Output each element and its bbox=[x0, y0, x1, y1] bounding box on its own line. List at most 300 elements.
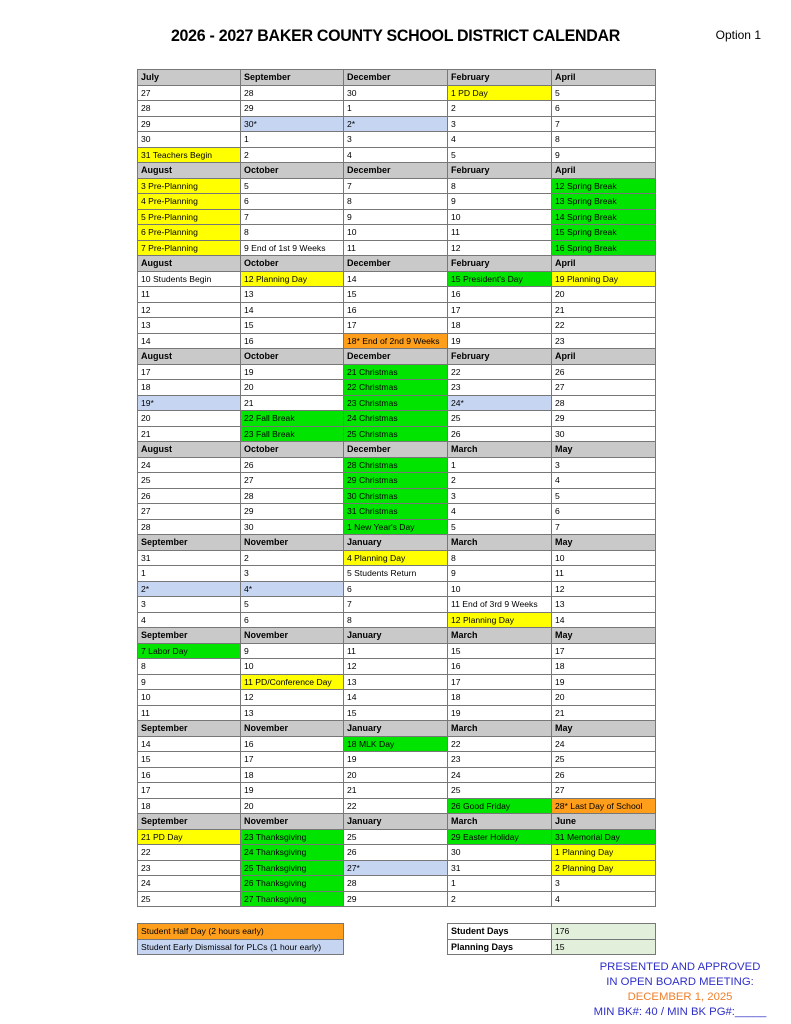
day-cell: 31 bbox=[448, 860, 552, 876]
month-header-row bbox=[138, 535, 656, 551]
day-cell: 7 bbox=[552, 116, 656, 132]
day-cell: 2* bbox=[344, 116, 448, 132]
day-cell: 1 New Year's Day bbox=[344, 519, 448, 535]
day-cell: 30 bbox=[241, 519, 344, 535]
day-cell: 25 bbox=[552, 752, 656, 768]
calendar-row bbox=[138, 147, 656, 163]
day-cell: 17 bbox=[448, 674, 552, 690]
calendar-row bbox=[138, 380, 656, 396]
day-cell: 5 bbox=[552, 85, 656, 101]
day-cell: 15 bbox=[138, 752, 241, 768]
day-cell: 30 bbox=[138, 132, 241, 148]
planning-days-value: 15 bbox=[552, 939, 656, 955]
day-cell: 27 bbox=[552, 380, 656, 396]
day-cell: 3 bbox=[552, 876, 656, 892]
day-cell: 10 bbox=[344, 225, 448, 241]
legend-row-half-day bbox=[138, 924, 656, 940]
day-cell: 30 bbox=[344, 85, 448, 101]
month-header: May bbox=[552, 442, 656, 458]
day-cell: 13 bbox=[138, 318, 241, 334]
calendar-row bbox=[138, 85, 656, 101]
day-cell: 31 Memorial Day bbox=[552, 829, 656, 845]
day-cell: 5 bbox=[448, 519, 552, 535]
day-cell: 25 bbox=[448, 411, 552, 427]
day-cell: 7 bbox=[552, 519, 656, 535]
day-cell: 24 bbox=[448, 767, 552, 783]
day-cell: 11 bbox=[448, 225, 552, 241]
day-cell: 18 bbox=[138, 798, 241, 814]
month-header-row bbox=[138, 256, 656, 272]
month-header: October bbox=[241, 442, 344, 458]
day-cell: 9 bbox=[552, 147, 656, 163]
calendar-row bbox=[138, 194, 656, 210]
month-header: August bbox=[138, 163, 241, 179]
day-cell: 8 bbox=[344, 194, 448, 210]
day-cell: 4 bbox=[552, 473, 656, 489]
day-cell: 16 bbox=[344, 302, 448, 318]
day-cell: 24 bbox=[138, 876, 241, 892]
day-cell: 5 bbox=[241, 178, 344, 194]
day-cell: 4 Pre-Planning bbox=[138, 194, 241, 210]
day-cell: 9 bbox=[448, 566, 552, 582]
day-cell: 27* bbox=[344, 860, 448, 876]
day-cell: 8 bbox=[552, 132, 656, 148]
day-cell: 10 bbox=[241, 659, 344, 675]
day-cell: 7 Pre-Planning bbox=[138, 240, 241, 256]
planning-days-label: Planning Days bbox=[448, 939, 552, 955]
day-cell: 23 Fall Break bbox=[241, 426, 344, 442]
day-cell: 8 bbox=[448, 550, 552, 566]
month-header: May bbox=[552, 721, 656, 737]
month-header: November bbox=[241, 535, 344, 551]
month-header: April bbox=[552, 70, 656, 86]
day-cell: 23 Thanksgiving bbox=[241, 829, 344, 845]
day-cell: 26 bbox=[552, 364, 656, 380]
calendar-row bbox=[138, 690, 656, 706]
day-cell: 31 Christmas bbox=[344, 504, 448, 520]
month-header: April bbox=[552, 163, 656, 179]
day-cell: 28 bbox=[241, 488, 344, 504]
month-header: March bbox=[448, 442, 552, 458]
day-cell: 26 Good Friday bbox=[448, 798, 552, 814]
calendar-row bbox=[138, 876, 656, 892]
day-cell: 19 bbox=[241, 783, 344, 799]
day-cell: 2 bbox=[241, 550, 344, 566]
day-cell: 14 bbox=[344, 271, 448, 287]
month-header: December bbox=[344, 256, 448, 272]
day-cell: 27 Thanksgiving bbox=[241, 891, 344, 907]
month-header: February bbox=[448, 256, 552, 272]
day-cell: 17 bbox=[241, 752, 344, 768]
month-header-row bbox=[138, 721, 656, 737]
month-header: October bbox=[241, 163, 344, 179]
day-cell: 17 bbox=[138, 364, 241, 380]
day-cell: 3 bbox=[138, 597, 241, 613]
calendar-row bbox=[138, 566, 656, 582]
month-header: March bbox=[448, 628, 552, 644]
day-cell: 2* bbox=[138, 581, 241, 597]
calendar-row bbox=[138, 519, 656, 535]
day-cell: 17 bbox=[552, 643, 656, 659]
month-header: August bbox=[138, 349, 241, 365]
legend-spacer bbox=[344, 939, 448, 955]
day-cell: 18 MLK Day bbox=[344, 736, 448, 752]
day-cell: 11 PD/Conference Day bbox=[241, 674, 344, 690]
month-header: September bbox=[241, 70, 344, 86]
day-cell: 9 bbox=[448, 194, 552, 210]
calendar-row bbox=[138, 798, 656, 814]
day-cell: 19 bbox=[448, 333, 552, 349]
day-cell: 6 bbox=[241, 194, 344, 210]
day-cell: 5 bbox=[241, 597, 344, 613]
option-label: Option 1 bbox=[715, 28, 761, 42]
calendar-row bbox=[138, 101, 656, 117]
day-cell: 3 bbox=[344, 132, 448, 148]
month-header: November bbox=[241, 814, 344, 830]
day-cell: 3 bbox=[448, 116, 552, 132]
day-cell: 26 bbox=[448, 426, 552, 442]
day-cell: 7 Labor Day bbox=[138, 643, 241, 659]
day-cell: 23 bbox=[448, 380, 552, 396]
day-cell: 28 bbox=[138, 101, 241, 117]
calendar-row bbox=[138, 597, 656, 613]
day-cell: 22 bbox=[448, 736, 552, 752]
day-cell: 14 bbox=[344, 690, 448, 706]
day-cell: 14 bbox=[138, 333, 241, 349]
day-cell: 12 bbox=[344, 659, 448, 675]
student-days-label: Student Days bbox=[448, 924, 552, 940]
calendar-row bbox=[138, 705, 656, 721]
day-cell: 19 Planning Day bbox=[552, 271, 656, 287]
calendar-row bbox=[138, 318, 656, 334]
calendar-row bbox=[138, 783, 656, 799]
month-header-row bbox=[138, 628, 656, 644]
day-cell: 4 bbox=[138, 612, 241, 628]
month-header: September bbox=[138, 814, 241, 830]
day-cell: 22 bbox=[138, 845, 241, 861]
day-cell: 18 bbox=[552, 659, 656, 675]
month-header: May bbox=[552, 628, 656, 644]
calendar-row bbox=[138, 225, 656, 241]
legend-table bbox=[137, 923, 656, 955]
day-cell: 10 bbox=[552, 550, 656, 566]
month-header: May bbox=[552, 535, 656, 551]
calendar-row bbox=[138, 829, 656, 845]
day-cell: 29 bbox=[552, 411, 656, 427]
day-cell: 25 bbox=[448, 783, 552, 799]
calendar-row bbox=[138, 411, 656, 427]
month-header: March bbox=[448, 721, 552, 737]
calendar-row bbox=[138, 643, 656, 659]
day-cell: 4 bbox=[448, 132, 552, 148]
day-cell: 20 bbox=[241, 798, 344, 814]
month-header: December bbox=[344, 70, 448, 86]
month-header-row bbox=[138, 70, 656, 86]
day-cell: 22 bbox=[344, 798, 448, 814]
day-cell: 22 bbox=[448, 364, 552, 380]
calendar-row bbox=[138, 287, 656, 303]
day-cell: 29 bbox=[344, 891, 448, 907]
day-cell: 10 bbox=[448, 209, 552, 225]
day-cell: 18 bbox=[241, 767, 344, 783]
month-header: March bbox=[448, 814, 552, 830]
day-cell: 26 bbox=[241, 457, 344, 473]
student-days-value: 176 bbox=[552, 924, 656, 940]
day-cell: 19 bbox=[448, 705, 552, 721]
day-cell: 7 bbox=[344, 597, 448, 613]
day-cell: 22 Christmas bbox=[344, 380, 448, 396]
day-cell: 16 Spring Break bbox=[552, 240, 656, 256]
month-header: April bbox=[552, 349, 656, 365]
day-cell: 24 bbox=[138, 457, 241, 473]
day-cell: 3 bbox=[448, 488, 552, 504]
calendar-row bbox=[138, 271, 656, 287]
day-cell: 21 bbox=[552, 302, 656, 318]
legend-spacer bbox=[344, 924, 448, 940]
day-cell: 27 bbox=[138, 504, 241, 520]
calendar-row bbox=[138, 473, 656, 489]
calendar-table bbox=[137, 69, 656, 907]
day-cell: 17 bbox=[344, 318, 448, 334]
month-header: February bbox=[448, 163, 552, 179]
day-cell: 29 bbox=[241, 504, 344, 520]
calendar-body bbox=[138, 70, 656, 907]
day-cell: 23 Christmas bbox=[344, 395, 448, 411]
day-cell: 20 bbox=[344, 767, 448, 783]
day-cell: 18* End of 2nd 9 Weeks bbox=[344, 333, 448, 349]
day-cell: 28 bbox=[344, 876, 448, 892]
day-cell: 21 PD Day bbox=[138, 829, 241, 845]
day-cell: 2 bbox=[448, 891, 552, 907]
calendar-row bbox=[138, 364, 656, 380]
calendar-row bbox=[138, 426, 656, 442]
month-header: December bbox=[344, 163, 448, 179]
day-cell: 25 bbox=[138, 473, 241, 489]
day-cell: 1 Planning Day bbox=[552, 845, 656, 861]
month-header: July bbox=[138, 70, 241, 86]
day-cell: 13 bbox=[241, 705, 344, 721]
day-cell: 7 bbox=[344, 178, 448, 194]
day-cell: 14 bbox=[552, 612, 656, 628]
day-cell: 17 bbox=[448, 302, 552, 318]
day-cell: 29 Easter Holiday bbox=[448, 829, 552, 845]
day-cell: 11 bbox=[552, 566, 656, 582]
month-header: February bbox=[448, 349, 552, 365]
day-cell: 9 bbox=[241, 643, 344, 659]
calendar-row bbox=[138, 860, 656, 876]
month-header-row bbox=[138, 163, 656, 179]
day-cell: 25 bbox=[344, 829, 448, 845]
day-cell: 12 bbox=[552, 581, 656, 597]
calendar-row bbox=[138, 891, 656, 907]
day-cell: 23 bbox=[552, 333, 656, 349]
day-cell: 8 bbox=[138, 659, 241, 675]
day-cell: 21 bbox=[552, 705, 656, 721]
day-cell: 30 Christmas bbox=[344, 488, 448, 504]
calendar-row bbox=[138, 845, 656, 861]
calendar-row bbox=[138, 302, 656, 318]
day-cell: 10 bbox=[448, 581, 552, 597]
calendar-row bbox=[138, 209, 656, 225]
day-cell: 19 bbox=[552, 674, 656, 690]
month-header: January bbox=[344, 814, 448, 830]
calendar-row bbox=[138, 395, 656, 411]
day-cell: 15 Spring Break bbox=[552, 225, 656, 241]
month-header: June bbox=[552, 814, 656, 830]
day-cell: 1 bbox=[448, 457, 552, 473]
day-cell: 16 bbox=[448, 659, 552, 675]
day-cell: 6 Pre-Planning bbox=[138, 225, 241, 241]
day-cell: 1 PD Day bbox=[448, 85, 552, 101]
calendar-row bbox=[138, 767, 656, 783]
day-cell: 4 Planning Day bbox=[344, 550, 448, 566]
day-cell: 2 bbox=[448, 101, 552, 117]
day-cell: 22 bbox=[552, 318, 656, 334]
calendar-row bbox=[138, 504, 656, 520]
calendar-row bbox=[138, 488, 656, 504]
day-cell: 21 bbox=[241, 395, 344, 411]
day-cell: 13 bbox=[552, 597, 656, 613]
day-cell: 31 bbox=[138, 550, 241, 566]
day-cell: 24 Christmas bbox=[344, 411, 448, 427]
month-header: December bbox=[344, 349, 448, 365]
day-cell: 8 bbox=[448, 178, 552, 194]
month-header-row bbox=[138, 442, 656, 458]
day-cell: 21 bbox=[138, 426, 241, 442]
day-cell: 11 End of 3rd 9 Weeks bbox=[448, 597, 552, 613]
day-cell: 18 bbox=[448, 318, 552, 334]
day-cell: 4* bbox=[241, 581, 344, 597]
day-cell: 16 bbox=[241, 333, 344, 349]
day-cell: 24 Thanksgiving bbox=[241, 845, 344, 861]
day-cell: 14 Spring Break bbox=[552, 209, 656, 225]
day-cell: 3 bbox=[241, 566, 344, 582]
day-cell: 28* Last Day of School bbox=[552, 798, 656, 814]
month-header-row bbox=[138, 814, 656, 830]
early-dismissal-legend: Student Early Dismissal for PLCs (1 hour early) bbox=[138, 939, 344, 955]
day-cell: 30 bbox=[448, 845, 552, 861]
day-cell: 6 bbox=[241, 612, 344, 628]
day-cell: 1 bbox=[344, 101, 448, 117]
month-header: January bbox=[344, 535, 448, 551]
month-header: April bbox=[552, 256, 656, 272]
calendar-row bbox=[138, 116, 656, 132]
month-header: September bbox=[138, 535, 241, 551]
day-cell: 27 bbox=[138, 85, 241, 101]
month-header: December bbox=[344, 442, 448, 458]
day-cell: 28 bbox=[138, 519, 241, 535]
day-cell: 4 bbox=[552, 891, 656, 907]
day-cell: 23 bbox=[138, 860, 241, 876]
day-cell: 11 bbox=[344, 240, 448, 256]
day-cell: 11 bbox=[138, 287, 241, 303]
day-cell: 1 bbox=[448, 876, 552, 892]
day-cell: 20 bbox=[552, 690, 656, 706]
day-cell: 1 bbox=[138, 566, 241, 582]
approval-note bbox=[580, 960, 780, 1020]
month-header: October bbox=[241, 256, 344, 272]
day-cell: 20 bbox=[552, 287, 656, 303]
calendar-row bbox=[138, 581, 656, 597]
calendar-row bbox=[138, 550, 656, 566]
day-cell: 6 bbox=[552, 504, 656, 520]
day-cell: 7 bbox=[241, 209, 344, 225]
calendar-row bbox=[138, 132, 656, 148]
day-cell: 8 bbox=[344, 612, 448, 628]
day-cell: 23 bbox=[448, 752, 552, 768]
page-title: 2026 - 2027 BAKER COUNTY SCHOOL DISTRICT CALENDAR bbox=[170, 26, 621, 45]
day-cell: 9 End of 1st 9 Weeks bbox=[241, 240, 344, 256]
approval-date: DECEMBER 1, 2025 bbox=[627, 991, 733, 1003]
day-cell: 16 bbox=[138, 767, 241, 783]
day-cell: 6 bbox=[344, 581, 448, 597]
day-cell: 12 Planning Day bbox=[448, 612, 552, 628]
day-cell: 14 bbox=[138, 736, 241, 752]
day-cell: 5 bbox=[552, 488, 656, 504]
day-cell: 15 President's Day bbox=[448, 271, 552, 287]
calendar-row bbox=[138, 333, 656, 349]
calendar-row bbox=[138, 612, 656, 628]
day-cell: 6 bbox=[552, 101, 656, 117]
month-header: August bbox=[138, 256, 241, 272]
day-cell: 24* bbox=[448, 395, 552, 411]
day-cell: 21 Christmas bbox=[344, 364, 448, 380]
day-cell: 16 bbox=[241, 736, 344, 752]
day-cell: 26 bbox=[344, 845, 448, 861]
day-cell: 26 Thanksgiving bbox=[241, 876, 344, 892]
day-cell: 4 bbox=[448, 504, 552, 520]
day-cell: 15 bbox=[344, 705, 448, 721]
day-cell: 28 bbox=[241, 85, 344, 101]
day-cell: 8 bbox=[241, 225, 344, 241]
calendar-row bbox=[138, 240, 656, 256]
calendar-row bbox=[138, 659, 656, 675]
day-cell: 3 Pre-Planning bbox=[138, 178, 241, 194]
calendar-row bbox=[138, 178, 656, 194]
day-cell: 20 bbox=[241, 380, 344, 396]
day-cell: 22 Fall Break bbox=[241, 411, 344, 427]
calendar-row bbox=[138, 736, 656, 752]
day-cell: 25 Christmas bbox=[344, 426, 448, 442]
month-header: September bbox=[138, 721, 241, 737]
day-cell: 12 Spring Break bbox=[552, 178, 656, 194]
day-cell: 12 bbox=[448, 240, 552, 256]
legend-row-early-dismissal bbox=[138, 939, 656, 955]
month-header: August bbox=[138, 442, 241, 458]
day-cell: 28 bbox=[552, 395, 656, 411]
month-header: January bbox=[344, 721, 448, 737]
month-header: February bbox=[448, 70, 552, 86]
day-cell: 4 bbox=[344, 147, 448, 163]
month-header: October bbox=[241, 349, 344, 365]
month-header: March bbox=[448, 535, 552, 551]
day-cell: 19 bbox=[241, 364, 344, 380]
day-cell: 3 bbox=[552, 457, 656, 473]
month-header: September bbox=[138, 628, 241, 644]
day-cell: 14 bbox=[241, 302, 344, 318]
day-cell: 28 Christmas bbox=[344, 457, 448, 473]
calendar-row bbox=[138, 752, 656, 768]
day-cell: 17 bbox=[138, 783, 241, 799]
day-cell: 19 bbox=[344, 752, 448, 768]
month-header-row bbox=[138, 349, 656, 365]
day-cell: 12 bbox=[138, 302, 241, 318]
approval-line-1: PRESENTED AND APPROVED bbox=[599, 961, 761, 973]
day-cell: 11 bbox=[344, 643, 448, 659]
day-cell: 10 bbox=[138, 690, 241, 706]
day-cell: 29 bbox=[241, 101, 344, 117]
day-cell: 29 bbox=[138, 116, 241, 132]
